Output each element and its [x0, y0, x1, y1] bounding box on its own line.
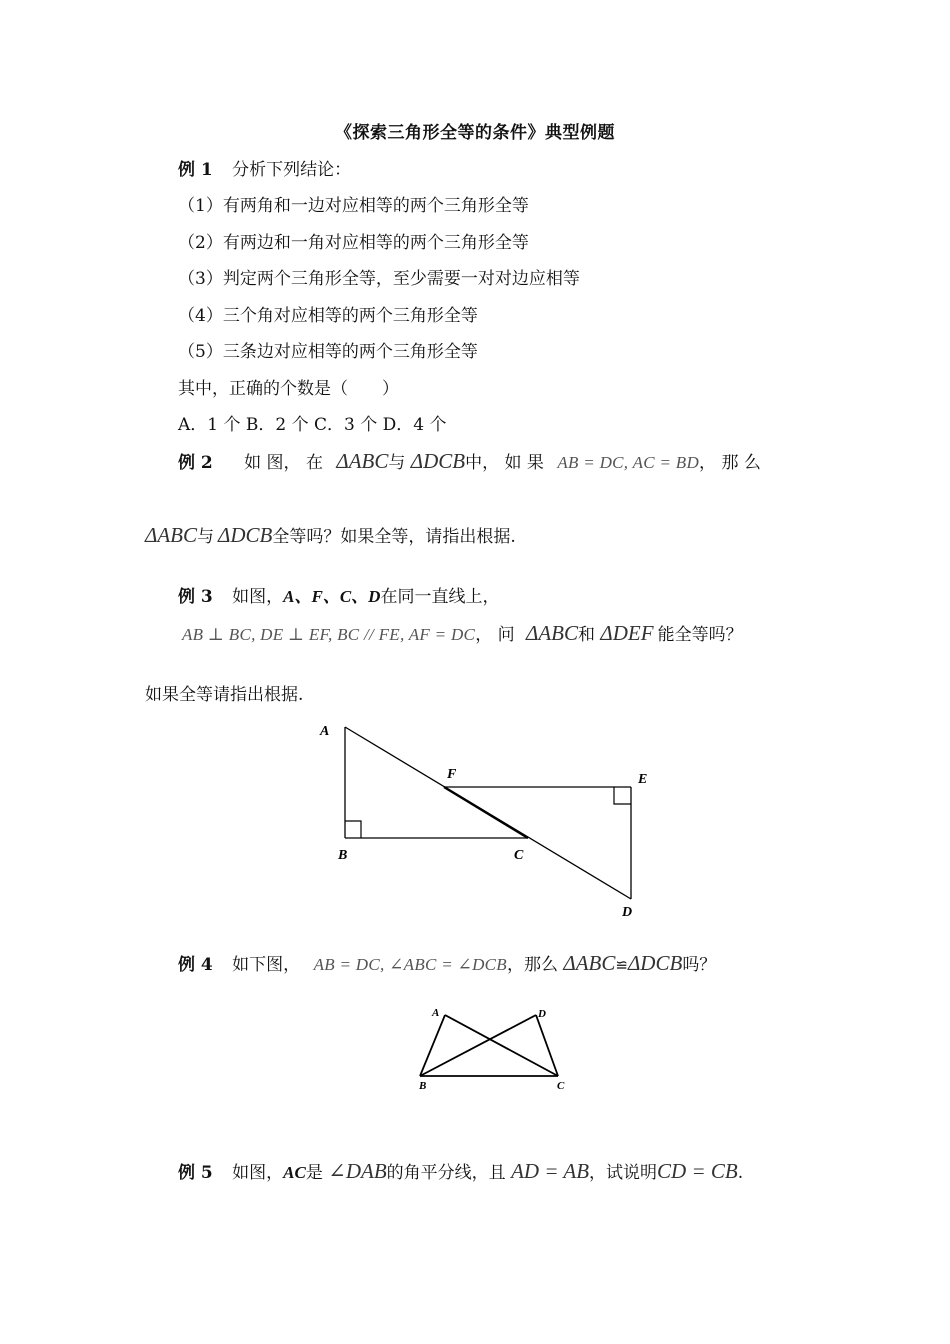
label-a: A [320, 724, 330, 739]
example-text: ， 那 么 [699, 453, 761, 473]
example-text: 的角平分线，且 [386, 1163, 506, 1183]
example-2-line-2 [145, 522, 516, 548]
example-text: 如图， [232, 1163, 284, 1183]
congruent-symbol: ≌ [615, 956, 628, 974]
math-expression: AB ⊥ BC, DE ⊥ EF, BC // FE, AF = DC [182, 625, 476, 644]
math-expression: ΔDCB [627, 951, 683, 975]
example-text: 与 [197, 527, 214, 547]
example-text: 如 图， 在 [244, 453, 323, 473]
example-1-header [178, 155, 351, 180]
label-b: B [419, 1080, 427, 1092]
right-angle-b [345, 821, 361, 838]
math-expression: AD = AB [511, 1159, 590, 1183]
example-2-line-1 [178, 448, 761, 474]
example-label: 例 2 [178, 453, 213, 473]
list-item: （1）有两角和一边对应相等的两个三角形全等 [178, 196, 529, 216]
example-label: 例 3 [178, 587, 213, 607]
math-expression: ΔABC [563, 951, 616, 975]
label-e: E [638, 772, 648, 787]
label-d: D [538, 1008, 546, 1020]
segment-ab [420, 1015, 445, 1076]
example-label: 例 5 [178, 1163, 213, 1183]
page-title: 《探索三角形全等的条件》典型例题 [335, 123, 615, 143]
math-expression: ΔABC [526, 621, 579, 645]
example-text: ，那么 [507, 955, 558, 975]
question-text: 其中，正确的个数是（ ） [178, 379, 399, 399]
example-text: 如下图， [232, 955, 301, 975]
label-f: F [447, 767, 457, 782]
segment-label: AC [283, 1163, 306, 1182]
example-3-line-2 [182, 620, 743, 646]
list-item: （4）三个角对应相等的两个三角形全等 [178, 306, 478, 326]
math-expression: ΔDEF [600, 621, 654, 645]
list-item: （2）有两边和一角对应相等的两个三角形全等 [178, 233, 529, 253]
segment-db [420, 1015, 536, 1076]
example-text: 分析下列结论： [232, 160, 352, 180]
label-b: B [338, 848, 348, 863]
example-3-line-3: 如果全等请指出根据. [145, 685, 304, 705]
label-d: D [622, 905, 633, 920]
math-expression: ΔABC [145, 523, 197, 547]
example-label: 例 4 [178, 955, 213, 975]
example-text: 在同一直线上， [380, 587, 500, 607]
math-expression: ΔABC [336, 449, 389, 473]
example-text: 全等吗？如果全等，请指出根据. [272, 527, 516, 547]
math-expression: ΔDCB [410, 449, 466, 473]
answer-options: A．1 个 B．2 个 C．3 个 D．4 个 [178, 415, 447, 435]
example-text: ， 问 [475, 625, 515, 645]
label-c: C [557, 1080, 565, 1092]
label-c: C [514, 848, 524, 863]
example-text: 如图， [232, 587, 284, 607]
math-expression: AB = DC, ∠ABC = ∠DCB [313, 955, 507, 974]
example-5-line [178, 1158, 743, 1184]
example-3-figure [310, 715, 670, 925]
example-text: 吗？ [682, 955, 717, 975]
example-text: 和 [578, 625, 596, 645]
math-expression: AB = DC, AC = BD [557, 453, 700, 472]
math-expression: ΔDCB [218, 523, 273, 547]
label-a: A [432, 1007, 440, 1019]
example-text: . [737, 1163, 744, 1183]
example-4-figure [408, 1000, 578, 1100]
example-3-line-1 [178, 582, 499, 607]
example-text: 能全等吗？ [657, 625, 743, 645]
example-label: 例 1 [178, 160, 213, 180]
example-4-line [178, 950, 716, 976]
list-item: （3）判定两个三角形全等，至少需要一对对边应相等 [178, 269, 580, 289]
example-text: 与 [388, 453, 406, 473]
point-labels: A、F、C、D [283, 587, 381, 606]
math-expression: CD = CB [657, 1159, 738, 1183]
segment-fc [444, 787, 528, 838]
list-item: （5）三条边对应相等的两个三角形全等 [178, 342, 478, 362]
segment-ac [445, 1015, 558, 1076]
example-text: ，试说明 [589, 1163, 658, 1183]
right-angle-e [614, 787, 631, 804]
example-text: 中， 如 果 [465, 453, 544, 473]
example-text: 是 [305, 1163, 323, 1183]
math-expression: ∠DAB [328, 1159, 387, 1183]
